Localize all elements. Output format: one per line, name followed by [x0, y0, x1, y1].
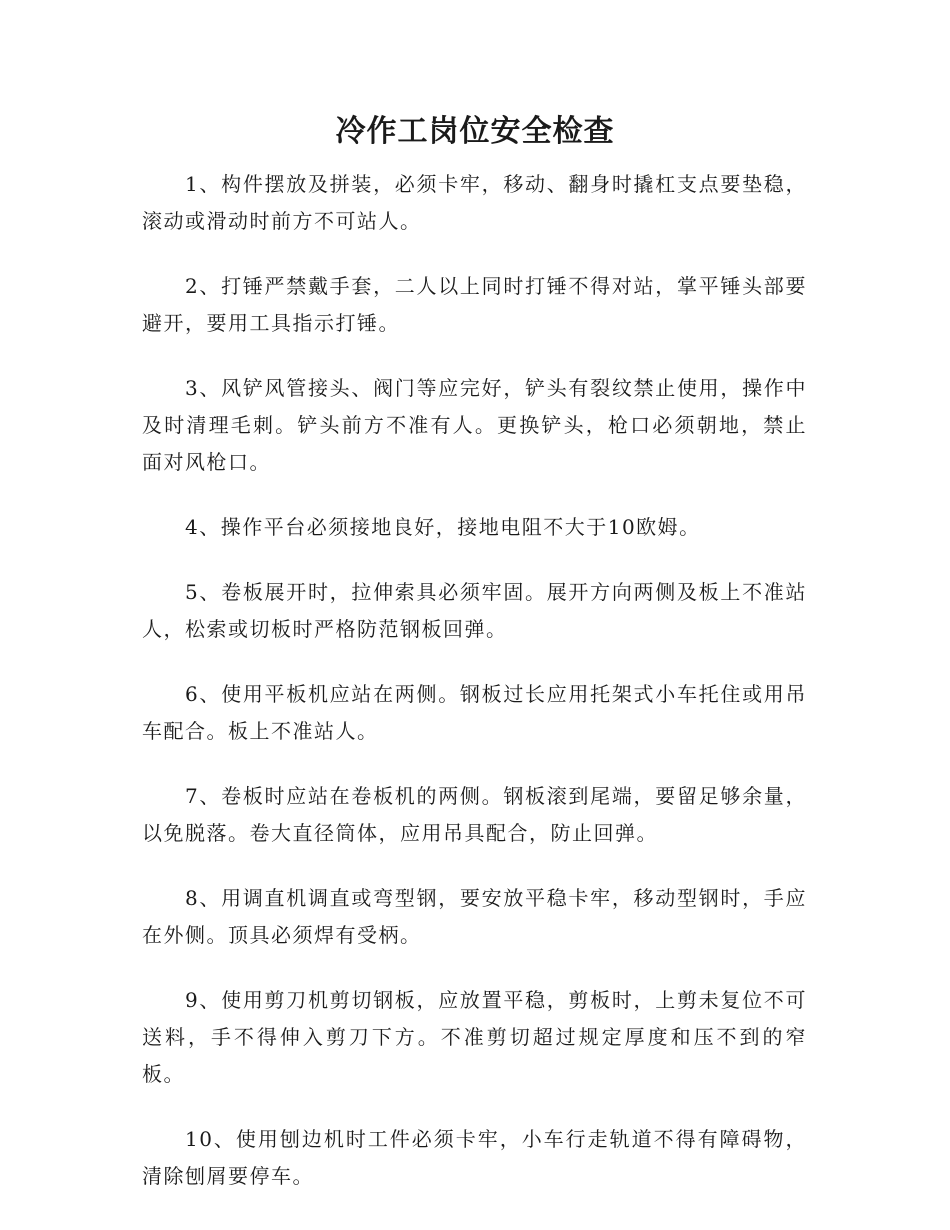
- safety-item-5: 5、卷板展开时，拉伸索具必须牢固。展开方向两侧及板上不准站人，松索或切板时严格防范钢板回弹。: [142, 580, 807, 641]
- safety-item-10: 10、使用刨边机时工件必须卡牢，小车行走轨道不得有障碍物，清除刨屑要停车。: [142, 1127, 807, 1188]
- safety-item-8: 8、用调直机调直或弯型钢，要安放平稳卡牢，移动型钢时，手应在外侧。顶具必须焊有受柄。: [142, 886, 807, 947]
- safety-item-4: 4、操作平台必须接地良好，接地电阻不大于10欧姆。: [185, 515, 701, 539]
- document-title: 冷作工岗位安全检查: [335, 114, 615, 149]
- safety-item-1: 1、构件摆放及拼装，必须卡牢，移动、翻身时撬杠支点要垫稳，滚动或滑动时前方不可站人。: [142, 172, 807, 233]
- document-body: [142, 166, 807, 1223]
- safety-item-6: 6、使用平板机应站在两侧。钢板过长应用托架式小车托住或用吊车配合。板上不准站人。: [142, 682, 807, 743]
- safety-item-3: 3、风铲风管接头、阀门等应完好，铲头有裂纹禁止使用，操作中及时清理毛刺。铲头前方不准有人。更换铲头，枪口必须朝地，禁止面对风枪口。: [142, 376, 807, 474]
- safety-item-2: 2、打锤严禁戴手套，二人以上同时打锤不得对站，掌平锤头部要避开，要用工具指示打锤。: [142, 274, 807, 335]
- safety-item-7: 7、卷板时应站在卷板机的两侧。钢板滚到尾端，要留足够余量，以免脱落。卷大直径筒体，应用吊具配合，防止回弹。: [142, 784, 807, 845]
- safety-item-9: 9、使用剪刀机剪切钢板，应放置平稳，剪板时，上剪未复位不可送料，手不得伸入剪刀下方。不准剪切超过规定厚度和压不到的窄板。: [142, 988, 807, 1086]
